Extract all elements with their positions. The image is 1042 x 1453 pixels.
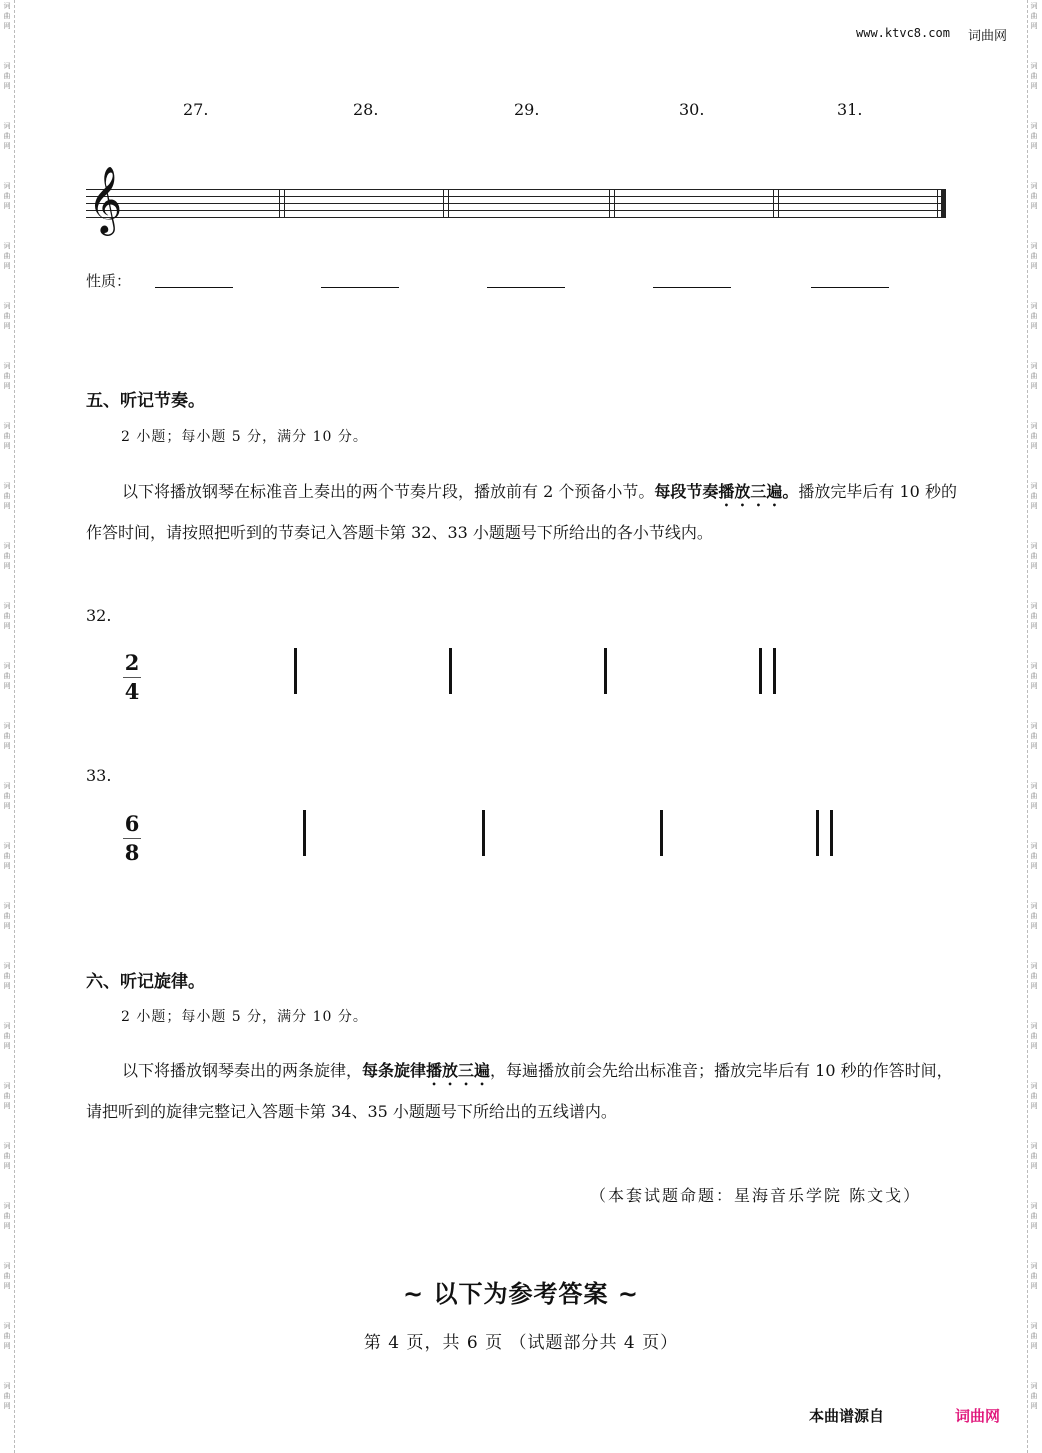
watermark-char: 词 xyxy=(3,242,11,250)
question-number-30: 30. xyxy=(679,100,705,119)
watermark-char: 网 xyxy=(1030,742,1038,750)
watermark-char: 词 xyxy=(3,2,11,10)
watermark-char: 曲 xyxy=(3,1212,11,1220)
watermark-char: 网 xyxy=(3,202,11,210)
answer-blank-30[interactable] xyxy=(653,287,731,288)
question-number-31: 31. xyxy=(837,100,863,119)
watermark-char: 词 xyxy=(3,1022,11,1030)
watermark-char: 曲 xyxy=(1030,552,1038,560)
watermark-char: 曲 xyxy=(1030,432,1038,440)
watermark-char: 曲 xyxy=(3,192,11,200)
author-credit: （本套试题命题：星海音乐学院 陈文戈） xyxy=(590,1186,922,1205)
watermark-char: 网 xyxy=(1030,802,1038,810)
watermark-char: 曲 xyxy=(3,252,11,260)
watermark-char: 词 xyxy=(3,482,11,490)
watermark-char: 曲 xyxy=(3,792,11,800)
question-number-27: 27. xyxy=(183,100,209,119)
watermark-char: 网 xyxy=(1030,262,1038,270)
watermark-char: 词 xyxy=(3,782,11,790)
watermark-char: 曲 xyxy=(1030,1392,1038,1400)
watermark-char: 网 xyxy=(1030,862,1038,870)
watermark-char: 网 xyxy=(1030,622,1038,630)
watermark-char: 网 xyxy=(3,622,11,630)
watermark-char: 网 xyxy=(3,922,11,930)
watermark-char: 网 xyxy=(3,262,11,270)
watermark-char: 词 xyxy=(3,602,11,610)
watermark-char: 曲 xyxy=(3,1092,11,1100)
footer-source-site[interactable]: 词曲网 xyxy=(955,1407,1001,1425)
section-5-title: 五、听记节奏。 xyxy=(86,391,205,411)
watermark-char: 曲 xyxy=(1030,972,1038,980)
watermark-char: 网 xyxy=(3,382,11,390)
watermark-char: 词 xyxy=(1030,1322,1038,1330)
watermark-char: 词 xyxy=(3,1082,11,1090)
watermark-char: 词 xyxy=(1030,362,1038,370)
watermark-char: 网 xyxy=(1030,1342,1038,1350)
watermark-char: 网 xyxy=(1030,202,1038,210)
watermark-char: 词 xyxy=(1030,962,1038,970)
section-5-instructions: 以下将播放钢琴在标准音上奏出的两个节奏片段，播放前有 2 个预备小节。每段节奏播放三遍。播放完毕后有 10 秒的作答时间，请按照把听到的节奏记入答题卡第 32、33 小题题号下所给出的各小节线内。 xyxy=(86,482,957,542)
answer-blank-31[interactable] xyxy=(811,287,889,288)
watermark-char: 曲 xyxy=(1030,612,1038,620)
watermark-char: 网 xyxy=(1030,22,1038,30)
watermark-char: 曲 xyxy=(3,72,11,80)
watermark-char: 词 xyxy=(3,542,11,550)
watermark-char: 曲 xyxy=(1030,72,1038,80)
treble-clef-icon: 𝄞 xyxy=(88,165,123,233)
watermark-char: 词 xyxy=(3,1382,11,1390)
watermark-char: 曲 xyxy=(3,852,11,860)
watermark-char: 网 xyxy=(3,682,11,690)
watermark-char: 网 xyxy=(1030,982,1038,990)
watermark-char: 网 xyxy=(1030,1042,1038,1050)
watermark-char: 网 xyxy=(1030,1282,1038,1290)
watermark-char: 网 xyxy=(1030,682,1038,690)
watermark-char: 曲 xyxy=(3,1392,11,1400)
watermark-char: 曲 xyxy=(3,1272,11,1280)
watermark-char: 曲 xyxy=(1030,1032,1038,1040)
watermark-char: 曲 xyxy=(3,552,11,560)
watermark-char: 网 xyxy=(1030,502,1038,510)
watermark-char: 曲 xyxy=(1030,312,1038,320)
section-6-instructions: 以下将播放钢琴奏出的两条旋律，每条旋律播放三遍，每遍播放前会先给出标准音；播放完毕后有 10 秒的作答时间，请把听到的旋律完整记入答题卡第 34、35 小题题号下所给出的五线谱内。 xyxy=(86,1061,953,1121)
watermark-char: 网 xyxy=(3,562,11,570)
watermark-char: 词 xyxy=(3,662,11,670)
question-number-28: 28. xyxy=(353,100,379,119)
answer-blank-29[interactable] xyxy=(487,287,565,288)
watermark-char: 网 xyxy=(3,1342,11,1350)
watermark-char: 网 xyxy=(1030,142,1038,150)
watermark-char: 曲 xyxy=(3,492,11,500)
watermark-char: 词 xyxy=(1030,842,1038,850)
watermark-char: 词 xyxy=(1030,662,1038,670)
watermark-char: 曲 xyxy=(1030,492,1038,500)
watermark-char: 网 xyxy=(1030,1222,1038,1230)
watermark-char: 词 xyxy=(3,422,11,430)
question-number-33: 33. xyxy=(86,766,112,785)
page-number: 第 4 页，共 6 页 （试题部分共 4 页） xyxy=(363,1333,679,1353)
time-signature-6-8: 6 8 xyxy=(124,811,140,865)
watermark-char: 曲 xyxy=(1030,1272,1038,1280)
watermark-char: 词 xyxy=(1030,1202,1038,1210)
watermark-char: 曲 xyxy=(1030,912,1038,920)
watermark-char: 词 xyxy=(1030,1382,1038,1390)
watermark-char: 曲 xyxy=(3,972,11,980)
watermark-char: 网 xyxy=(3,1042,11,1050)
watermark-char: 词 xyxy=(1030,542,1038,550)
section-6-scoring: 2 小题；每小题 5 分，满分 10 分。 xyxy=(121,1009,368,1025)
time-signature-2-4: 2 4 xyxy=(124,650,140,704)
watermark-char: 词 xyxy=(1030,482,1038,490)
watermark-char: 网 xyxy=(3,142,11,150)
watermark-char: 网 xyxy=(3,982,11,990)
watermark-char: 网 xyxy=(1030,442,1038,450)
watermark-char: 词 xyxy=(1030,722,1038,730)
watermark-char: 网 xyxy=(1030,322,1038,330)
section-6-title: 六、听记旋律。 xyxy=(86,972,205,992)
watermark-char: 词 xyxy=(3,122,11,130)
question-number-29: 29. xyxy=(514,100,540,119)
watermark-char: 词 xyxy=(1030,602,1038,610)
watermark-char: 网 xyxy=(1030,922,1038,930)
watermark-char: 词 xyxy=(3,1202,11,1210)
watermark-char: 曲 xyxy=(3,1032,11,1040)
watermark-char: 词 xyxy=(1030,62,1038,70)
watermark-char: 曲 xyxy=(1030,672,1038,680)
watermark-char: 网 xyxy=(3,742,11,750)
watermark-char: 词 xyxy=(3,842,11,850)
watermark-char: 网 xyxy=(3,1402,11,1410)
header-site: 词曲网 xyxy=(968,29,1008,44)
footer-source-label: 本曲谱源自 xyxy=(809,1407,885,1425)
watermark-char: 曲 xyxy=(3,132,11,140)
section-5-scoring: 2 小题；每小题 5 分，满分 10 分。 xyxy=(121,429,368,445)
watermark-char: 曲 xyxy=(1030,852,1038,860)
question-number-32: 32. xyxy=(86,606,112,625)
watermark-char: 网 xyxy=(3,82,11,90)
watermark-char: 网 xyxy=(3,1222,11,1230)
watermark-char: 网 xyxy=(3,802,11,810)
header-url: www.ktvc8.com xyxy=(856,26,950,40)
watermark-char: 词 xyxy=(3,722,11,730)
watermark-char: 网 xyxy=(3,862,11,870)
watermark-char: 曲 xyxy=(1030,132,1038,140)
watermark-char: 曲 xyxy=(3,732,11,740)
watermark-char: 曲 xyxy=(3,12,11,20)
watermark-char: 曲 xyxy=(1030,1152,1038,1160)
watermark-char: 词 xyxy=(1030,782,1038,790)
watermark-char: 词 xyxy=(1030,1082,1038,1090)
watermark-char: 词 xyxy=(3,62,11,70)
watermark-char: 词 xyxy=(1030,122,1038,130)
watermark-char: 网 xyxy=(1030,1162,1038,1170)
watermark-char: 网 xyxy=(3,502,11,510)
watermark-char: 网 xyxy=(3,1162,11,1170)
watermark-char: 曲 xyxy=(1030,1092,1038,1100)
watermark-char: 词 xyxy=(1030,182,1038,190)
watermark-char: 词 xyxy=(1030,2,1038,10)
watermark-char: 词 xyxy=(3,902,11,910)
watermark-char: 网 xyxy=(3,322,11,330)
watermark-char: 曲 xyxy=(3,912,11,920)
watermark-char: 词 xyxy=(1030,1262,1038,1270)
watermark-char: 词 xyxy=(1030,1142,1038,1150)
answer-blank-27[interactable] xyxy=(155,287,233,288)
watermark-char: 曲 xyxy=(1030,792,1038,800)
watermark-char: 曲 xyxy=(1030,252,1038,260)
watermark-char: 曲 xyxy=(3,432,11,440)
watermark-char: 词 xyxy=(3,362,11,370)
watermark-char: 曲 xyxy=(1030,12,1038,20)
answers-heading: ~ 以下为参考答案 ~ xyxy=(403,1280,639,1308)
watermark-char: 词 xyxy=(1030,302,1038,310)
watermark-char: 词 xyxy=(3,1142,11,1150)
watermark-char: 词 xyxy=(3,182,11,190)
watermark-char: 网 xyxy=(3,442,11,450)
watermark-char: 网 xyxy=(1030,1402,1038,1410)
watermark-char: 网 xyxy=(3,1282,11,1290)
watermark-char: 词 xyxy=(3,302,11,310)
watermark-char: 网 xyxy=(1030,82,1038,90)
watermark-char: 词 xyxy=(3,1322,11,1330)
watermark-char: 网 xyxy=(1030,1102,1038,1110)
watermark-char: 词 xyxy=(1030,902,1038,910)
watermark-char: 曲 xyxy=(3,1332,11,1340)
watermark-char: 曲 xyxy=(3,672,11,680)
watermark-char: 曲 xyxy=(3,312,11,320)
watermark-char: 词 xyxy=(1030,1022,1038,1030)
watermark-char: 词 xyxy=(1030,422,1038,430)
watermark-char: 网 xyxy=(3,22,11,30)
watermark-char: 网 xyxy=(3,1102,11,1110)
watermark-char: 曲 xyxy=(1030,732,1038,740)
watermark-char: 词 xyxy=(3,962,11,970)
watermark-char: 词 xyxy=(3,1262,11,1270)
watermark-char: 曲 xyxy=(3,612,11,620)
watermark-char: 曲 xyxy=(1030,192,1038,200)
watermark-char: 曲 xyxy=(1030,1212,1038,1220)
watermark-char: 网 xyxy=(1030,382,1038,390)
watermark-char: 曲 xyxy=(3,372,11,380)
watermark-char: 词 xyxy=(1030,242,1038,250)
answer-blank-28[interactable] xyxy=(321,287,399,288)
watermark-char: 曲 xyxy=(1030,372,1038,380)
property-label: 性质： xyxy=(86,272,132,290)
watermark-char: 曲 xyxy=(3,1152,11,1160)
watermark-char: 曲 xyxy=(1030,1332,1038,1340)
watermark-char: 网 xyxy=(1030,562,1038,570)
